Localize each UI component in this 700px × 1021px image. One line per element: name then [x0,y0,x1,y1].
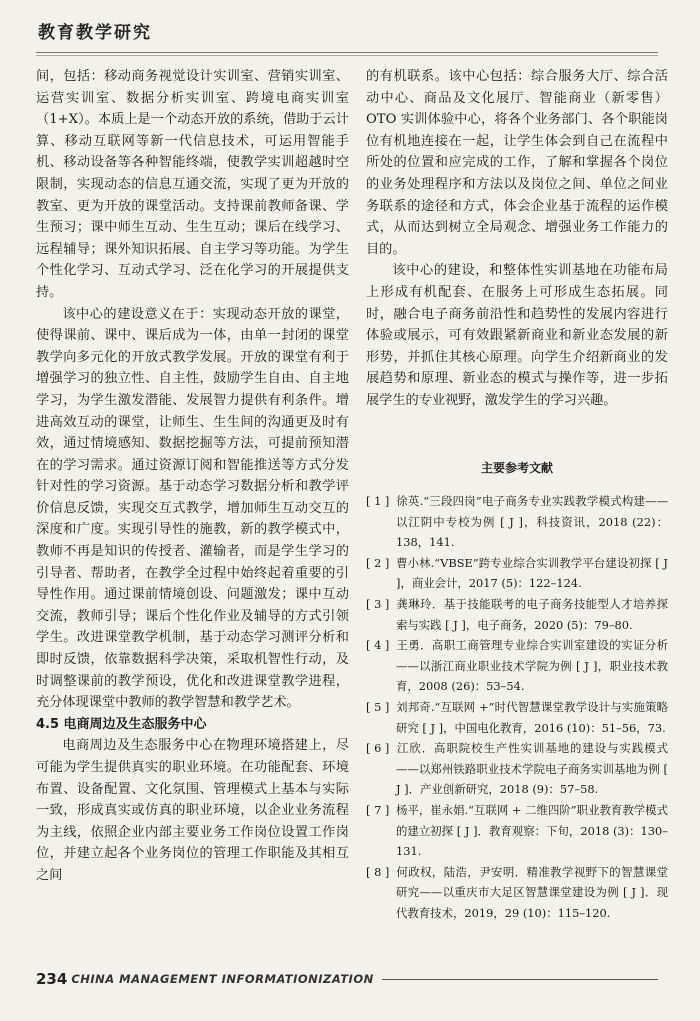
left-paragraph-1: 间，包括：移动商务视觉设计实训室、营销实训室、运营实训室、数据分析实训室、跨境电商实训室（1+X）。本质上是一个动态开放的系统，借助于云计算、移动互联网等新一代信息技术，可运用智能手机、移动设备等各种智能终端，使教学实训超越时空限制，实现动态的信息互通交流，实现了更为开放的教室、更为开放的课堂活动。支持课前教师备课、学生预习；课中师生互动、生生互动；课后在线学习、远程辅导；课外知识拓展、自主学习等功能。为学生个性化学习、互动式学习、泛在化学习的开展提供支持。 [36,69,349,300]
reference-number: [ 8 ] [366,864,390,879]
reference-number: [ 3 ] [366,597,390,612]
reference-item [366,594,668,635]
page-footer [36,970,658,988]
reference-number: [ 5 ] [366,700,390,715]
reference-text: 龚琳玲．基于技能联考的电子商务技能型人才培养探索与实践 [ J ]，电子商务，2020 (5)：79–80. [396,597,668,632]
reference-text: 江欣．高职院校生产性实训基地的建设与实践模式——以郑州铁路职业技术学院电子商务实训基地为例 [ J ]．产业创新研究，2018 (9)：57–58. [396,741,668,797]
reference-number: [ 7 ] [366,803,390,817]
reference-number: [ 6 ] [366,741,390,756]
reference-item [366,491,668,553]
section-heading-4-5: 4.5 电商周边及生态服务中心 [36,716,207,732]
reference-text: 王勇．高职工商管理专业综合实训室建设的实证分析——以浙江商业职业技术学院为例 [ J ]，职业技术教育，2008 (26)：53–54. [396,638,668,694]
left-column [36,66,349,887]
reference-item [366,553,668,594]
reference-text: 何政权，陆浩，尹安明．精准教学视野下的智慧课堂研究——以重庆市大足区智慧课堂建设为例 [ J ]．现代教育技术，2019，29 (10)：115–120. [396,864,668,920]
footer-divider [382,979,658,980]
reference-number: [ 1 ] [366,494,390,509]
reference-item [366,738,668,800]
references-title: 主要参考文献 [480,460,553,475]
left-paragraph-2: 该中心的建设意义在于：实现动态开放的课堂，使得课前、课中、课后成为一体，由单一封闭的课堂教学向多元化的开放式教学发展。开放的课堂有利于增强学习的独立性、自主性，鼓励学生自由、自主地学习，为学生激发潜能、发展智力提供有利条件。增进高效互动的课堂，让师生、生生间的沟通更及时有效，通过情境感知、数据挖掘等方法，可提前预知潜在的学习需求。通过资源订阅和智能推送等方式分发针对性的学习资源。基于动态学习数据分析和教学评价信息反馈，实现交互式教学，增加师生互动交互的深度和广度。实现引导性的施教，新的教学模式中，教师不再是知识的传授者、灌输者，而是学生学习的引导者、帮助者，在教学全过程中始终起着重要的引导性作用。通过课前情境创设、问题激发；课中互动交流，教师引导；课后个性化作业及辅导的方式引领学生。改进课堂教学机制，基于动态学习测评分析和即时反馈，依靠数据科学决策，采取机智性行动，及时调整课前的教学预设，优化和改进课堂教学进程，充分体现课堂中教师的教学智慧和教学艺术。 [36,306,349,711]
left-paragraph-3: 电商周边及生态服务中心在物理环境搭建上，尽可能为学生提供真实的职业环境。在功能配套、环境布置、设备配置、文化氛围、管理模式上基本与实际一致，形成真实或仿真的职业环境，以企业业务流程为主线，依照企业内部主要业务工作岗位设置工作岗位，并建立起各个业务岗位的管理工作职能及其相互之间 [36,738,349,883]
reference-text: 曹小林.“VBSE”跨专业综合实训教学平台建设初探 [ J ]，商业会计，2017 (5)：122–124. [396,555,668,591]
reference-item [366,635,668,697]
references-list [366,491,668,923]
reference-text: 徐英.“三段四岗”电子商务专业实践教学模式构建——以江阴中专校为例 [ J ]，科技资讯，2018 (22)：138，141. [396,494,668,550]
header-divider-thin [36,55,658,56]
header-divider [36,52,658,53]
right-paragraph-1: 的有机联系。该中心包括：综合服务大厅、综合活动中心、商品及文化展厅、智能商业（新零售）OTO 实训体验中心，将各个业务部门、各个职能岗位有机地连接在一起，让学生体会到自己在流程中所处的位置和应完成的工作，了解和掌握各个岗位的业务处理程序和方法以及岗位之间、单位之间业务联系的途径和方式，体会企业基于流程的运作模式，从而达到树立全局观念、增强业务工作能力的目的。 [366,69,668,257]
reference-item [366,800,668,862]
reference-number: [ 4 ] [366,638,390,653]
reference-item [366,862,668,924]
reference-number: [ 2 ] [366,555,390,570]
running-header-title: 教育教学研究 [38,23,152,43]
reference-item [366,697,668,738]
page-number: 234 [36,970,68,988]
reference-text: 杨平，崔永娟.“互联网 + 二维四阶”职业教育教学模式的建立初探 [ J ]．教育观察：下旬，2018 (3)：130–131. [396,803,668,859]
reference-text: 刘邦奇.“互联网 +”时代智慧课堂教学设计与实施策略研究 [ J ]，中国电化教育，2016 (10)：51–56，73. [396,700,668,735]
right-column [366,66,668,924]
right-paragraph-2: 该中心的建设，和整体性实训基地在功能布局上形成有机配套、在服务上可形成生态拓展。同时，融合电子商务前沿性和趋势性的发展内容进行体验或展示，可有效跟紧新商业和新业态发展的新形势，并抓住其核心原理。向学生介绍新商业的发展趋势和原理、新业态的模式与操作等，进一步拓展学生的专业视野，激发学生的学习兴趣。 [366,263,668,408]
journal-name: CHINA MANAGEMENT INFORMATIONIZATION [71,972,374,986]
